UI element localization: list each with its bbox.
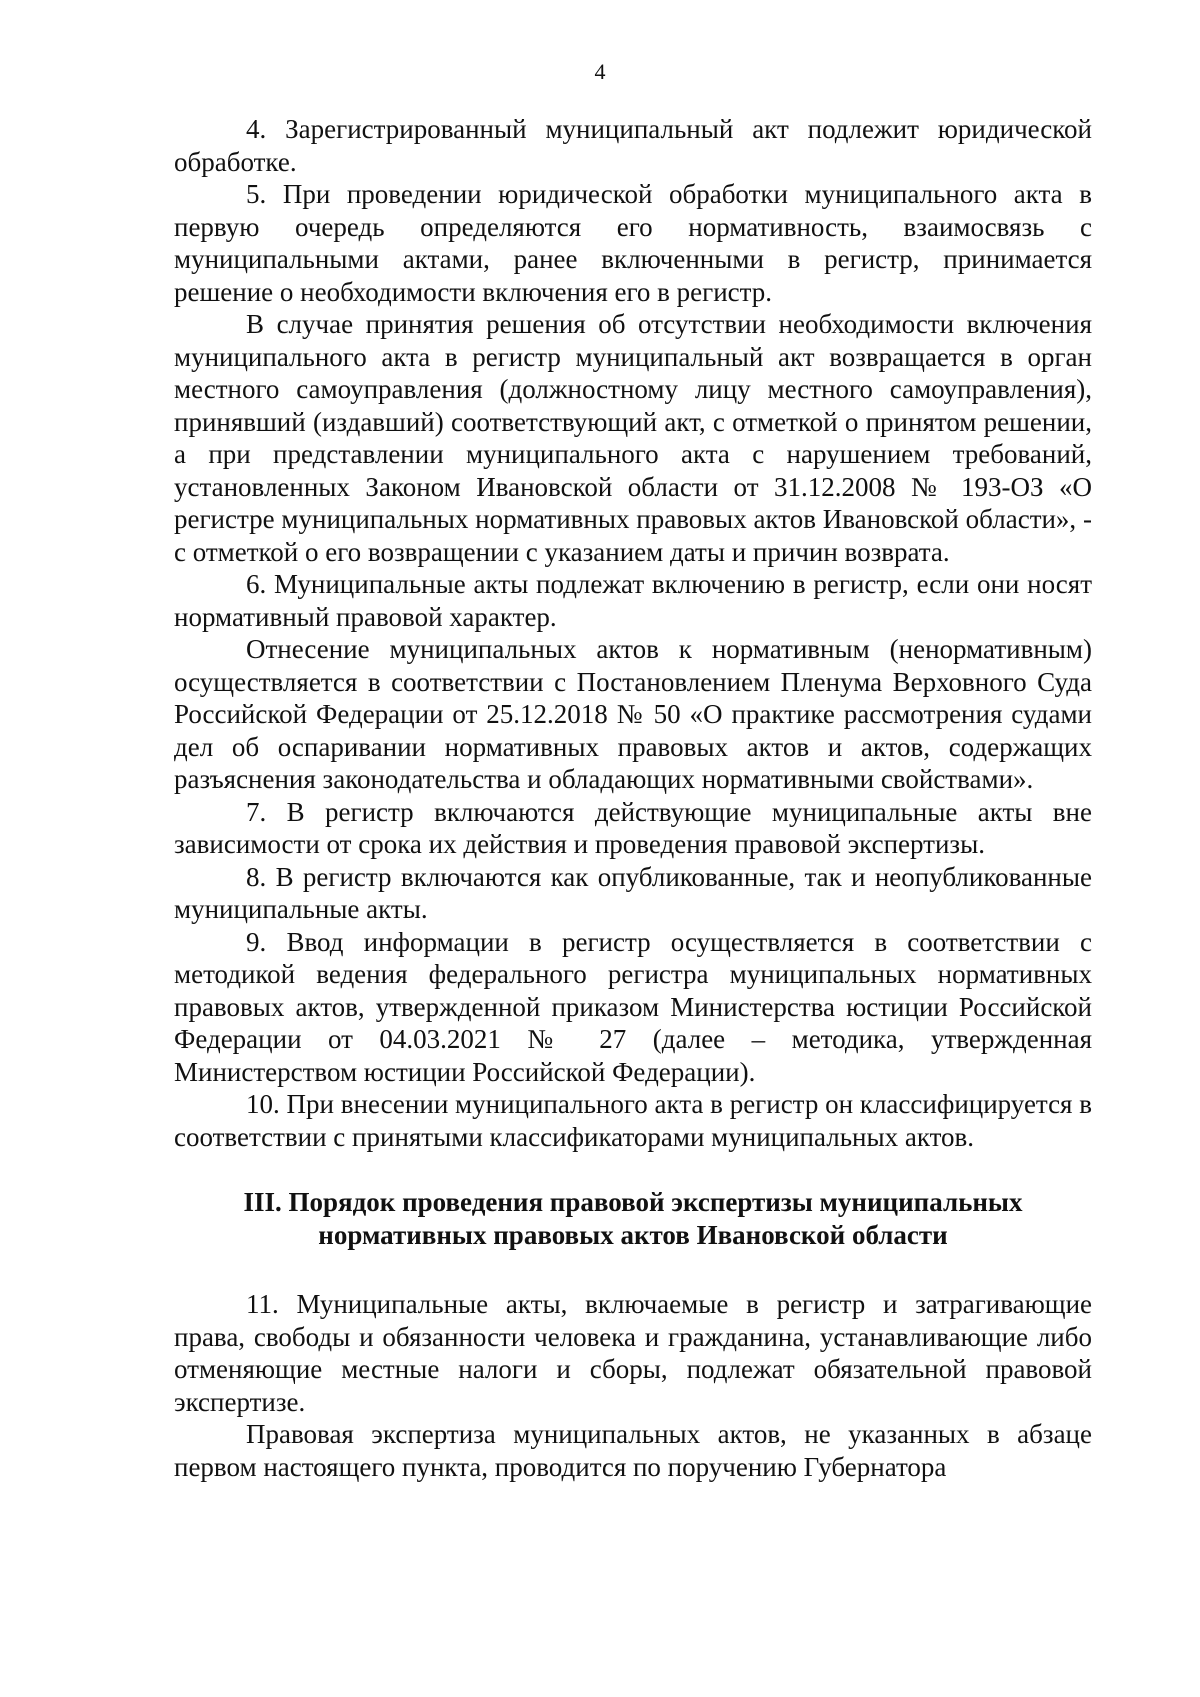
paragraph-item-6-continuation: Отнесение муниципальных актов к нормативным (ненормативным) осуществляется в соответствии с Постановлением Пленума Верховного Суда Российской Федерации от 25.12.2018 № 50 «О практике рассмотрения судами дел об оспаривании нормативных правовых актов и актов, содержащих разъяснения законодательства и обладающих нормативными свойствами». (174, 634, 1092, 794)
document-body (174, 113, 1092, 1483)
paragraph-item-5-continuation: В случае принятия решения об отсутствии необходимости включения муниципального акта в регистр муниципальный акт возвращается в орган местного самоуправления (должностному лицу местного самоуправления), принявший (издавший) соответствующий акт, с отметкой о принятом решении, а при представлении муниципального акта с нарушением требований, установленных Законом Ивановской области от 31.12.2008 № 193-ОЗ «О регистре муниципальных нормативных правовых актов Ивановской области», - с отметкой о его возвращении с указанием даты и причин возврата. (174, 309, 1092, 567)
paragraph-item-8: 8. В регистр включаются как опубликованные, так и неопубликованные муниципальные акты. (174, 861, 1092, 924)
section-heading-line-2: нормативных правовых актов Ивановской области (318, 1220, 948, 1250)
paragraph-item-7: 7. В регистр включаются действующие муниципальные акты вне зависимости от срока их действия и проведения правовой экспертизы. (174, 796, 1092, 859)
section-heading-line-1: III. Порядок проведения правовой экспертизы муниципальных (243, 1187, 1023, 1217)
section-heading (174, 1186, 1092, 1252)
paragraph-item-9: 9. Ввод информации в регистр осуществляется в соответствии с методикой ведения федерального регистра муниципальных нормативных правовых актов, утвержденной приказом Министерства юстиции Российской Федерации от 04.03.2021 № 27 (далее – методика, утвержденная Министерством юстиции Российской Федерации). (174, 926, 1092, 1087)
paragraph-item-4: 4. Зарегистрированный муниципальный акт подлежит юридической обработке. (174, 114, 1092, 177)
paragraph-item-11-continuation: Правовая экспертиза муниципальных актов, не указанных в абзаце первом настоящего пункта, проводится по поручению Губернатора (174, 1419, 1092, 1482)
page-number: 4 (594, 59, 606, 84)
paragraph-item-10: 10. При внесении муниципального акта в регистр он классифицируется в соответствии с принятыми классификаторами муниципальных актов. (174, 1089, 1092, 1152)
paragraph-item-11: 11. Муниципальные акты, включаемые в регистр и затрагивающие права, свободы и обязанности человека и гражданина, устанавливающие либо отменяющие местные налоги и сборы, подлежат обязательной правовой экспертизе. (174, 1289, 1092, 1417)
spacer (174, 1252, 1092, 1288)
spacer (174, 1153, 1092, 1186)
paragraph-item-6: 6. Муниципальные акты подлежат включению в регистр, если они носят нормативный правовой характер. (174, 569, 1092, 632)
paragraph-item-5: 5. При проведении юридической обработки муниципального акта в первую очередь определяются его нормативность, взаимосвязь с муниципальными актами, ранее включенными в регистр, принимается решение о необходимости включения его в регистр. (174, 179, 1092, 307)
